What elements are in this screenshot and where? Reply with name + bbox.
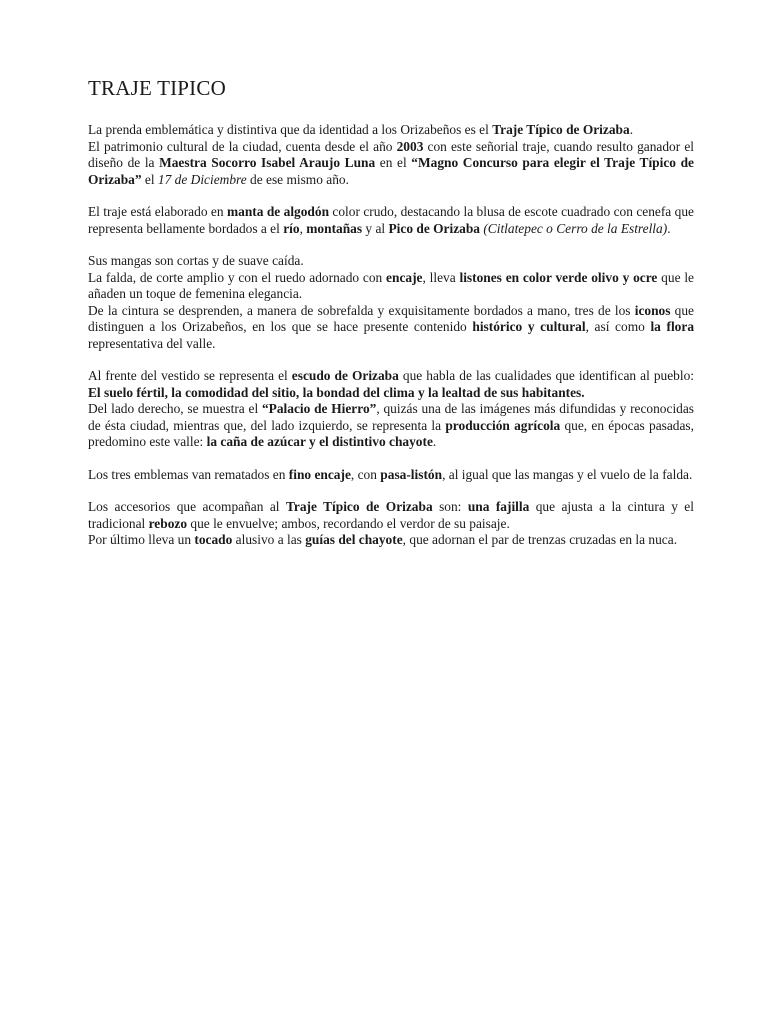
text-run: , con: [350, 466, 381, 482]
paragraph: [88, 253, 694, 352]
text-run: son:: [432, 499, 468, 514]
text-run: en el: [375, 155, 412, 170]
text-run: .: [667, 220, 671, 236]
bold-text: montañas: [306, 220, 363, 236]
paragraph: [88, 122, 694, 188]
text-run: alusivo a las: [232, 532, 306, 547]
bold-text: rebozo: [148, 515, 188, 531]
italic-text: (Citlatepec o Cerro de la Estrella): [483, 220, 668, 236]
text-run: con este señorial traje, cuando resulto ganador el diseño de la: [88, 138, 694, 170]
text-run: que distinguen a los Orizabeños, en los que se hace presente contenido: [88, 302, 694, 334]
bold-text: El suelo fértil, la comodidad del sitio, la bondad del clima y la lealtad de sus habitantes.: [88, 384, 585, 400]
text-run: , que adornan el par de trenzas cruzadas en la nuca.: [402, 532, 678, 547]
text-run: que le añaden un toque de femenina elegancia.: [88, 269, 694, 301]
bold-text: Traje Típico de Orizaba: [285, 499, 433, 514]
text-line: [88, 467, 694, 484]
bold-text: una fajilla: [467, 499, 530, 514]
bold-text: río: [283, 220, 300, 236]
text-run: que habla de las cualidades que identifican al pueblo:: [398, 368, 694, 383]
text-run: La prenda emblemática y distintiva que da identidad a los Orizabeños es el: [88, 122, 493, 137]
text-line: [88, 139, 694, 189]
bold-text: Traje Típico de Orizaba: [492, 122, 630, 137]
bold-text: “Palacio de Hierro”: [261, 401, 377, 416]
text-run: Por último lleva un: [88, 532, 195, 547]
text-line: [88, 499, 694, 532]
text-run: Al frente del vestido se representa el: [88, 368, 292, 383]
bold-text: escudo de Orizaba: [291, 368, 399, 383]
text-run: , así como: [585, 319, 651, 334]
text-run: .: [432, 434, 437, 449]
bold-text: “Magno Concurso para elegir el Traje Típico de Orizaba”: [88, 155, 694, 187]
text-line: [88, 122, 694, 139]
text-run: .: [629, 122, 634, 137]
bold-text: Pico de Orizaba: [388, 220, 480, 236]
paragraph: [88, 499, 694, 549]
text-run: y al: [362, 220, 389, 236]
text-line: [88, 368, 694, 401]
text-run: representativa del valle.: [88, 335, 216, 351]
paragraph: [88, 467, 694, 484]
text-run: color crudo, destacando la blusa de escote cuadrado con cenefa que representa bellamente bordados a el: [88, 204, 694, 236]
text-line: [88, 204, 694, 237]
text-run: El traje está elaborado en: [88, 204, 227, 219]
text-run: De la cintura se desprenden, a manera de sobrefalda y exquisitamente bordados a mano, tres de los: [88, 302, 635, 318]
text-line: [88, 303, 694, 353]
bold-text: pasa-listón: [380, 466, 443, 482]
text-run: Los accesorios que acompañan al: [88, 499, 286, 514]
bold-text: Maestra Socorro Isabel Araujo Luna: [159, 155, 376, 170]
text-run: El patrimonio cultural de la ciudad, cuenta desde el año: [88, 138, 397, 154]
text-run: , quizás una de las imágenes más difundidas y reconocidas de ésta ciudad, mientras que, del lado izquierdo, se representa la: [88, 401, 695, 433]
bold-text: producción agrícola: [445, 417, 561, 433]
text-run: La falda, de corte amplio y con el ruedo adornado con: [88, 269, 387, 285]
paragraph: [88, 368, 694, 451]
bold-text: tocado: [194, 532, 233, 547]
bold-text: encaje: [386, 269, 423, 285]
document-page: [88, 74, 694, 565]
bold-text: 2003: [396, 138, 424, 154]
text-line: [88, 401, 694, 451]
text-run: ,: [299, 220, 307, 236]
text-run: de ese mismo año.: [246, 171, 349, 187]
bold-text: listones en color verde olivo y ocre: [459, 269, 658, 285]
document-title: TRAJE TIPICO: [88, 76, 226, 100]
text-run: Los tres emblemas van rematados en: [88, 466, 289, 482]
bold-text: histórico y cultural: [472, 319, 586, 334]
text-run: que, en épocas pasadas, predomino este valle:: [88, 417, 694, 449]
bold-text: fino encaje: [288, 466, 351, 482]
bold-text: manta de algodón: [226, 204, 330, 219]
text-run: el: [141, 171, 158, 187]
bold-text: la caña de azúcar y el distintivo chayote: [206, 434, 433, 449]
bold-text: guías del chayote: [305, 532, 403, 547]
bold-text: iconos: [634, 302, 671, 318]
text-line: [88, 532, 694, 549]
bold-text: la flora: [650, 319, 695, 334]
text-run: que ajusta a la cintura y el tradicional: [88, 499, 694, 531]
document-body: [88, 122, 694, 549]
text-run: Del lado derecho, se muestra el: [88, 401, 262, 416]
text-run: que le envuelve; ambos, recordando el verdor de su paisaje.: [187, 515, 510, 531]
text-run: , lleva: [422, 269, 460, 285]
text-run: Sus mangas son cortas y de suave caída.: [88, 253, 304, 268]
text-run: , al igual que las mangas y el vuelo de la falda.: [442, 466, 693, 482]
text-line: [88, 270, 694, 303]
italic-text: 17 de Diciembre: [157, 171, 247, 187]
text-line: [88, 253, 694, 270]
paragraph: [88, 204, 694, 237]
